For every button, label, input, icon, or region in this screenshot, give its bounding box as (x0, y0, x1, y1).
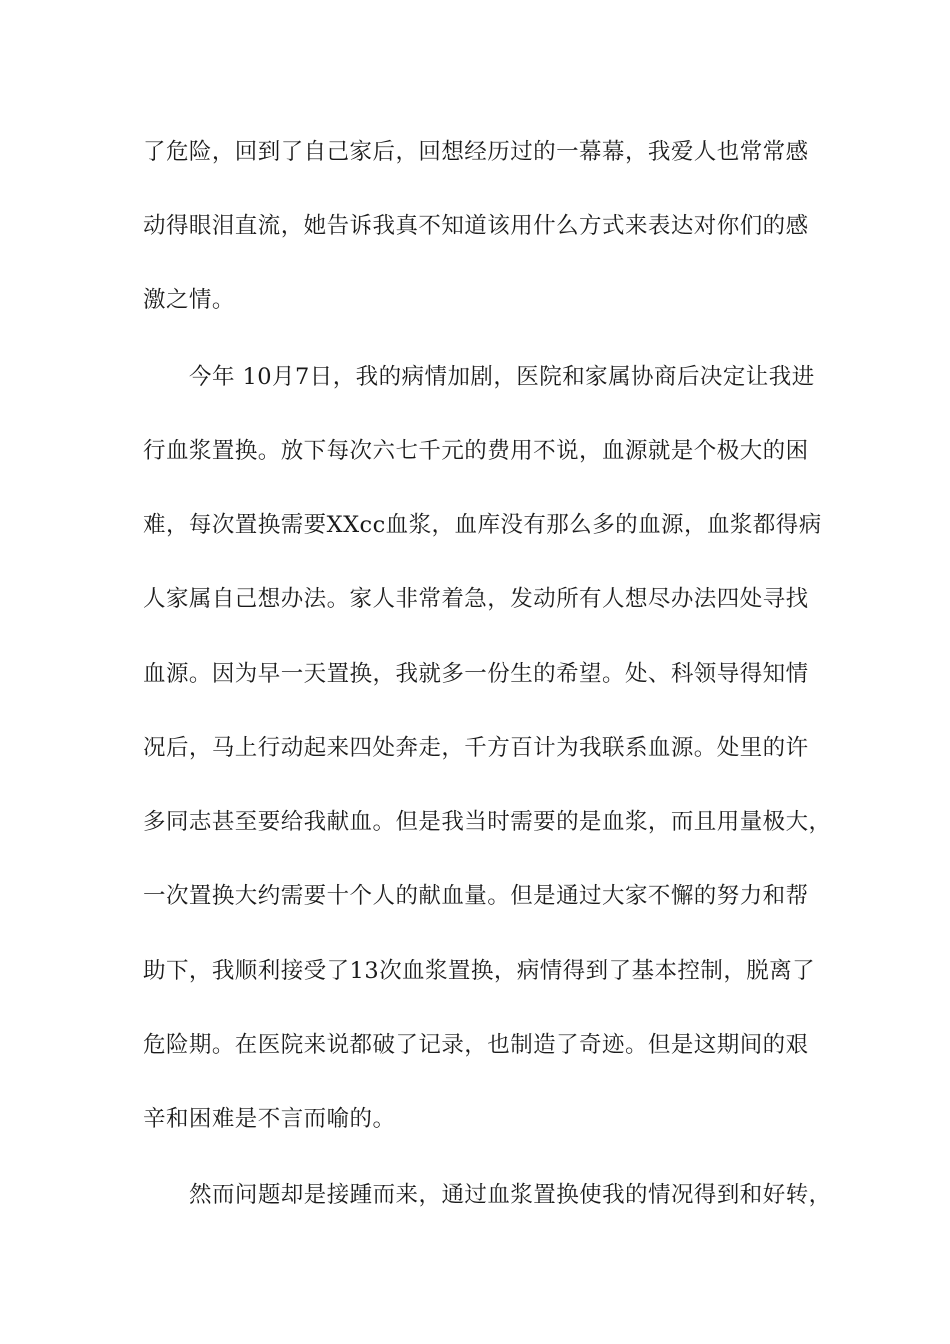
text-line: 行血浆置换。放下每次六七千元的费用不说，血源就是个极大的困 (143, 438, 809, 464)
text-line: 难，每次置换需要XXcc血浆，血库没有那么多的血源，血浆都得病 (143, 512, 822, 538)
text-line: 动得眼泪直流，她告诉我真不知道该用什么方式来表达对你们的感 (143, 213, 809, 239)
text-line: 激之情。 (143, 287, 235, 313)
text-line: 了危险，回到了自己家后，回想经历过的一幕幕，我爱人也常常感 (143, 139, 809, 165)
text-line: 多同志甚至要给我献血。但是我当时需要的是血浆，而且用量极大， (143, 809, 832, 835)
text-line: 一次置换大约需要十个人的献血量。但是通过大家不懈的努力和帮 (143, 883, 809, 909)
text-line: 人家属自己想办法。家人非常着急，发动所有人想尽办法四处寻找 (143, 586, 809, 612)
text-line: 辛和困难是不言而喻的。 (143, 1106, 396, 1132)
paragraph-start-line: 今年 10月7日，我的病情加剧，医院和家属协商后决定让我进 (189, 364, 815, 390)
paragraph-start-line: 然而问题却是接踵而来，通过血浆置换使我的情况得到和好转， (189, 1182, 832, 1208)
text-line: 况后，马上行动起来四处奔走，千方百计为我联系血源。处里的许 (143, 735, 809, 761)
text-line: 助下，我顺利接受了13次血浆置换，病情得到了基本控制，脱离了 (143, 958, 816, 984)
text-line: 危险期。在医院来说都破了记录，也制造了奇迹。但是这期间的艰 (143, 1032, 809, 1058)
text-line: 血源。因为早一天置换，我就多一份生的希望。处、科领导得知情 (143, 661, 809, 687)
